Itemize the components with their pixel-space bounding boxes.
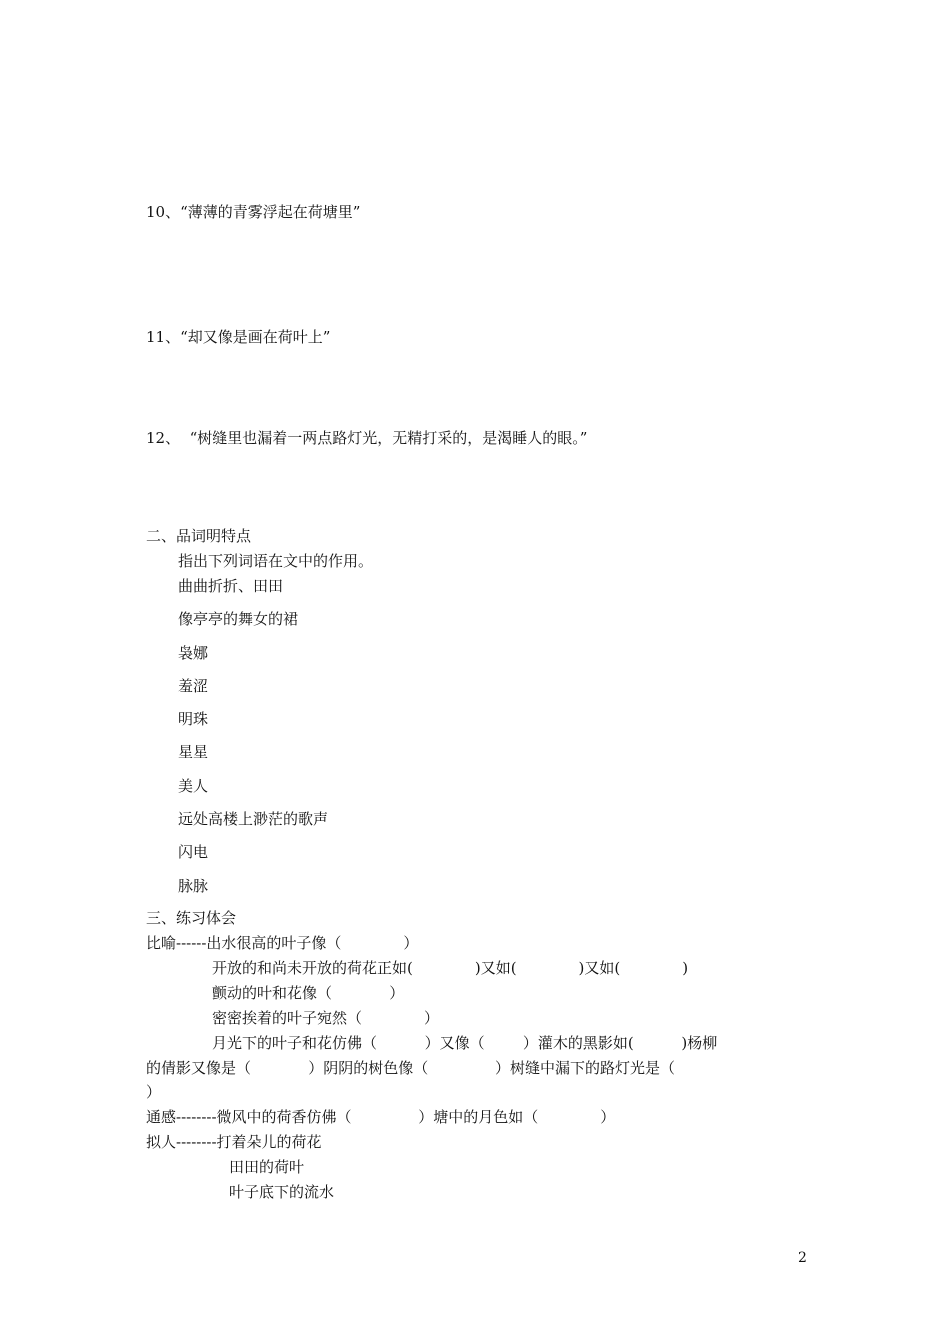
page-number: 2 xyxy=(798,1250,807,1266)
list-item: 美人 xyxy=(178,777,209,795)
exercise-line: 开放的和尚未开放的荷花正如( )又如( )又如( ) xyxy=(212,959,689,977)
list-item: 羞涩 xyxy=(178,677,209,695)
list-item: 像亭亭的舞女的裙 xyxy=(178,610,299,628)
exercise-line: 密密挨着的叶子宛然（ ） xyxy=(212,1009,439,1027)
question-11: 11、“却又像是画在荷叶上” xyxy=(146,328,331,346)
exercise-line-metaphor: 比喻------出水很高的叶子像（ ） xyxy=(146,934,419,952)
question-12: 12、 “树缝里也漏着一两点路灯光，无精打采的，是渴睡人的眼。” xyxy=(146,429,588,447)
exercise-line-personification: 拟人--------打着朵儿的荷花 xyxy=(146,1133,322,1151)
list-item: 星星 xyxy=(178,743,209,761)
list-item: 闪电 xyxy=(178,843,209,861)
exercise-line: 田田的荷叶 xyxy=(229,1158,305,1176)
list-item: 脉脉 xyxy=(178,877,209,895)
exercise-line: 月光下的叶子和花仿佛（ ）又像（ ）灌木的黑影如( )杨柳 xyxy=(212,1034,718,1052)
exercise-line: 颤动的叶和花像（ ） xyxy=(212,984,405,1002)
exercise-line-synesthesia: 通感--------微风中的荷香仿佛（ ）塘中的月色如（ ） xyxy=(146,1108,616,1126)
exercise-line: ） xyxy=(146,1083,162,1101)
list-item: 曲曲折折、田田 xyxy=(178,577,284,595)
list-item: 袅娜 xyxy=(178,644,209,662)
exercise-line: 的倩影又像是（ ）阴阴的树色像（ ）树缝中漏下的路灯光是（ xyxy=(146,1059,675,1077)
section2-title: 二、品词明特点 xyxy=(146,527,252,545)
exercise-line: 叶子底下的流水 xyxy=(229,1183,335,1201)
section2-instruction: 指出下列词语在文中的作用。 xyxy=(178,552,374,570)
section3-title: 三、练习体会 xyxy=(146,909,237,927)
list-item: 远处高楼上渺茫的歌声 xyxy=(178,810,329,828)
list-item: 明珠 xyxy=(178,710,209,728)
question-10: 10、“薄薄的青雾浮起在荷塘里” xyxy=(146,203,361,221)
